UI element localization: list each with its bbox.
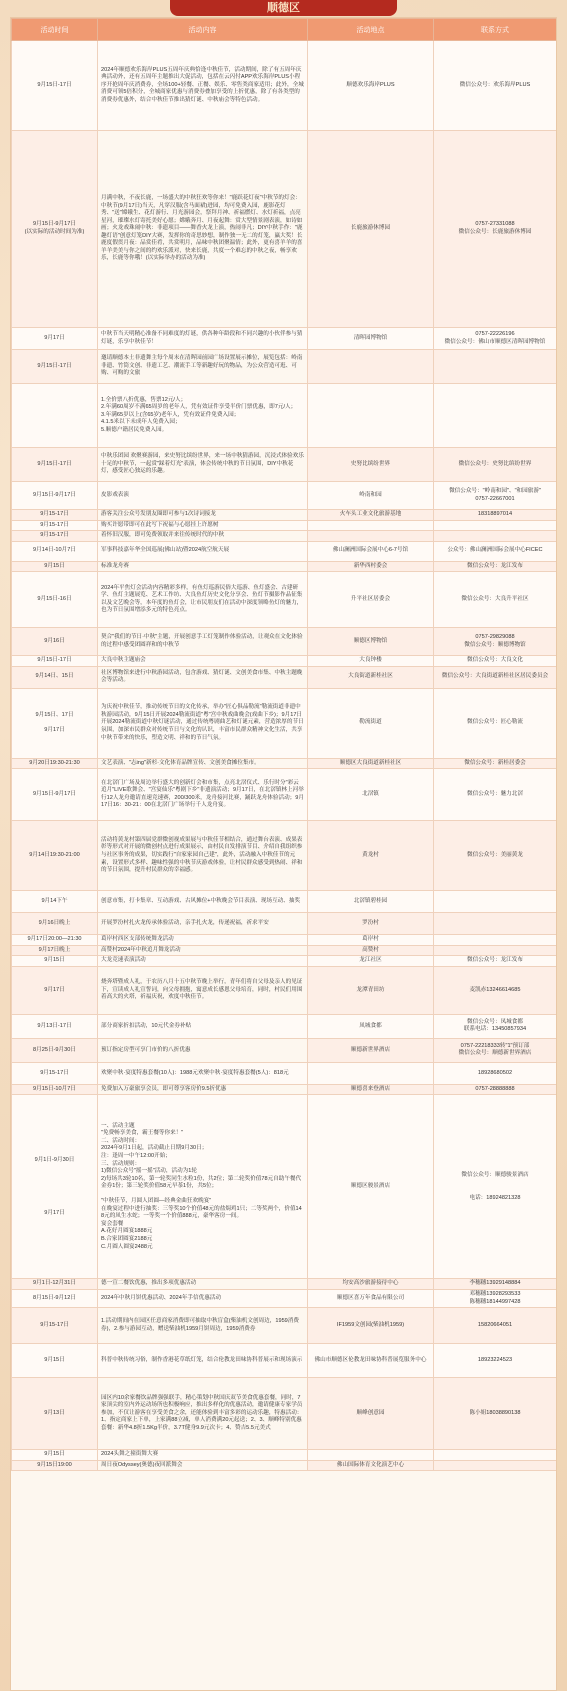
event-content: 在北滘门广场及周边举行盛大的创新灯会和市集，点亮北滘仪式、乐行时分"彩云追月"LIVE歌舞会、"宫宴仙乐"粤剧下乡"非遗演活动；9月17日，在北滘镇林上河举行12人龙舟邀请直速竞速赛，200/300米，龙舟接河比赛，踊跃龙舟体验活动；9月17日16：30-21：00在北滘门广场举行千人龙舟宴。 — [98, 769, 308, 821]
event-location: 新华西村委会 — [308, 561, 434, 572]
event-location — [308, 520, 434, 531]
event-content: 社区博物馆来进行中秋游园活动，包含游戏、猜灯谜、文创美食市集、中秋主题晚会等活动。 — [98, 666, 308, 688]
event-location: 顺峰创意园 — [308, 1378, 434, 1450]
event-contact — [434, 1450, 557, 1461]
table-row — [12, 510, 557, 521]
col-header-content: 活动内容 — [98, 19, 308, 41]
event-time: 9月17日 — [12, 966, 98, 1014]
event-time: 9月15日 — [12, 1344, 98, 1378]
event-time: 9月14下午 — [12, 891, 98, 913]
event-contact: 微信公众号：大良街道新桂社区居民委员会 — [434, 666, 557, 688]
event-location: 史努比缤纷世界 — [308, 448, 434, 482]
event-location: 清晖园博物馆 — [308, 328, 434, 350]
table-row — [12, 956, 557, 967]
event-contact: 微信公众号：大良文化 — [434, 656, 557, 667]
event-content: 周日夜Odyssey(奥德)夜回派舞会 — [98, 1460, 308, 1471]
table-row — [12, 1450, 557, 1461]
event-content: 2024头舞之撞街舞大赛 — [98, 1450, 308, 1461]
event-location: 佛山市顺德区伦教龙田味协科普展览服务中心 — [308, 1344, 434, 1378]
event-time: 9月15日-17日 — [12, 656, 98, 667]
event-location: 升平社区居委会 — [308, 572, 434, 628]
event-contact — [434, 1460, 557, 1471]
event-contact: 邓穗穗13928293533 陈穗穗18144997428 — [434, 1290, 557, 1308]
table-row — [12, 520, 557, 531]
event-time — [12, 384, 98, 448]
event-location: 黄龙村 — [308, 821, 434, 891]
event-time: 9月14日-10月7日 — [12, 541, 98, 561]
event-content: 契合"我们的节日·中秋"主题，开展创意手工灯笼制作体验活动，让观众在文化体验的过程中感受团圆祥和的中秋节 — [98, 628, 308, 656]
event-content: 活动将黄龙村第四届党群微创视成果展与中秋佳节相结合，通过舞台表演、成果表彰等形式对开展的微创村点进行成果展示，由村民自发排演节目、介绍自我组织参与社区事务的成果，切实践行"自家家园自己建"，此外，活动融入中秋佳节的元素，设置形式多样、趣味性强的中秋节庆游戏体验，让村民群众感受到热闹、祥和的节日氛围，提升村民群众的幸福感。 — [98, 821, 308, 891]
event-time: 9月15日-9月17日 (以实际的活动时间为准) — [12, 131, 98, 328]
event-location: 顺德区喜万年食品有限公司 — [308, 1290, 434, 1308]
event-time: 9月20日19:30-21:30 — [12, 758, 98, 769]
event-location — [308, 1062, 434, 1084]
event-contact — [434, 945, 557, 956]
event-location: 岭南和园 — [308, 482, 434, 510]
event-content: 葛岸村西区支部传统舞龙活动 — [98, 935, 308, 946]
event-contact — [434, 891, 557, 913]
table-row — [12, 821, 557, 891]
event-location: 北滘镇碧桂园 — [308, 891, 434, 913]
event-content: 1.活动期间内在园区任意商家消费即可抽取中秋盲盒(柴油机文创周边，1959消费券)，2.参与游园互动，赠送柴油机1959月饼周边，1959消费券 — [98, 1308, 308, 1344]
event-location: 火车头工业文化旅游基地 — [308, 510, 434, 521]
table-row — [12, 1084, 557, 1095]
event-contact: 0757-28888888 — [434, 1084, 557, 1095]
event-time: 9月15-17日 — [12, 1308, 98, 1344]
event-time: 9月14日19:30-21:00 — [12, 821, 98, 891]
event-location: 长鹿旅游休博园 — [308, 131, 434, 328]
event-time: 9月15-17日 — [12, 531, 98, 542]
table-row — [12, 350, 557, 384]
table-row — [12, 1095, 557, 1279]
event-location: 葛岸村 — [308, 935, 434, 946]
event-location — [308, 384, 434, 448]
table-row — [12, 769, 557, 821]
event-content: 欢聚中秋·宴度特惠套餐(10人)：1988元欢聚中秋·宴度特惠套餐(5人)：818元 — [98, 1062, 308, 1084]
event-content: 文艺表演、"志ing"新杉·文化体育品牌宣传、文创美食摊位集市。 — [98, 758, 308, 769]
table-row — [12, 1014, 557, 1038]
table-row — [12, 384, 557, 448]
event-content: 大良中秋主题庙会 — [98, 656, 308, 667]
table-row — [12, 758, 557, 769]
event-contact: 0757-29829088 微信公众号：顺德博物馆 — [434, 628, 557, 656]
event-contact — [434, 935, 557, 946]
event-contact: 麦凯赤13246614685 — [434, 966, 557, 1014]
table-row — [12, 666, 557, 688]
table-row — [12, 328, 557, 350]
event-time: 9月15日-10月7日 — [12, 1084, 98, 1095]
event-contact — [434, 384, 557, 448]
table-row — [12, 1308, 557, 1344]
event-contact: 微信公众号：顺德骏景酒店 电话：18924821328 — [434, 1095, 557, 1279]
event-contact: 0757-22226196 微信公众号：佛山市顺德区清晖园博物馆 — [434, 328, 557, 350]
event-location: 顺德区骏景酒店 — [308, 1095, 434, 1279]
event-contact — [434, 913, 557, 935]
event-location: 龙潭青田坊 — [308, 966, 434, 1014]
event-content: 大龙竞速表演活动 — [98, 956, 308, 967]
table-row — [12, 688, 557, 758]
event-content: 一、活动主题 "免费畅享美食，霸王餐等你来！" 二、活动时间： 2024年9月1日起，活动截止日期9月30日； 注：逢周一中午12:00开始； 三、活动规则： 1)微信公众号"摇一摇"活动，活动为1轮 2)每场共3轮10名，第一轮奖同生水粒1份，共2位；第二轮奖价值78元自助午餐代金券1份；第三轮奖价值58元早茶1份，共5位； "中秋佳节，月圆人团圆—经典金曲狂欢晚宴" 在晚宴过程中进行抽奖：三等奖10个价值48元的盐焗鸡1只；二等奖两个，价值148元的凤生水蛇；一等奖一个价值888元，豪华客房一间。 宴会套餐 A.花好月圆宴1888元 B.合家团圆宴2188元 C.月圆人圆宴2488元 — [98, 1095, 308, 1279]
event-content: 烧奔塔暨成人礼，于农历八月十五中秋节晚上举行，青年们将自父母及亲人的见证下，宣读成人礼宣誓词，向父母拥抱，寓意成长感恩父母培育，同时，村民们用围着高大的火塔，祈福庆祝，欢度中秋佳节。 — [98, 966, 308, 1014]
event-location — [308, 350, 434, 384]
event-location: 大良街道新桂社区 — [308, 666, 434, 688]
event-location: IF1959文创园(柴油机1959) — [308, 1308, 434, 1344]
event-time: 9月14日、15日 — [12, 666, 98, 688]
event-content: 德一宣二餐饮优惠，推出多项优惠活动 — [98, 1279, 308, 1290]
event-time: 8月15日-9月12日 — [12, 1290, 98, 1308]
table-row — [12, 448, 557, 482]
event-contact — [434, 531, 557, 542]
event-location: 顺德新世界酒店 — [308, 1038, 434, 1062]
table-row — [12, 628, 557, 656]
table-row — [12, 572, 557, 628]
event-content: 着怀旧汉服，即可免费领取并来往传统时代的中秋 — [98, 531, 308, 542]
event-time: 9月16日晚上 — [12, 913, 98, 935]
event-contact: 微信公众号：新桂居委会 — [434, 758, 557, 769]
table-row — [12, 41, 557, 131]
event-contact: 微信公众号：大良升平社区 — [434, 572, 557, 628]
table-row — [12, 561, 557, 572]
event-contact: 18318897014 — [434, 510, 557, 521]
event-contact: 陈小姐18038890138 — [434, 1378, 557, 1450]
event-time: 9月15-17日 — [12, 520, 98, 531]
event-location: 顺德区博物馆 — [308, 628, 434, 656]
event-content: 开展罗汾村扎火龙传承体验活动，亲手扎火龙，传递祝福，祈求平安 — [98, 913, 308, 935]
page-title: 顺德区 — [170, 0, 397, 16]
event-content: 创意市集，打卡集章、互动游戏、古风摊位+中秋晚会节目表演、现场互动、抽奖 — [98, 891, 308, 913]
event-content: 军事科技嘉年华全国巡展(佛山站)暨2024航空航天展 — [98, 541, 308, 561]
event-time: 9月15日19:00 — [12, 1460, 98, 1471]
table-row — [12, 1038, 557, 1062]
event-contact: 微信公众号：美丽黄龙 — [434, 821, 557, 891]
event-location: 北滘镇 — [308, 769, 434, 821]
table-row — [12, 966, 557, 1014]
table-row — [12, 1062, 557, 1084]
event-contact: 微信公众号："岭南和园"、"和园旅游" 0757-22667001 — [434, 482, 557, 510]
event-content: 高赞村2024年中秋追月舞龙活动 — [98, 945, 308, 956]
event-location: 均安高沙旅游接待中心 — [308, 1279, 434, 1290]
table-row — [12, 531, 557, 542]
event-time: 9月15日 — [12, 1450, 98, 1461]
event-content: 中秋乐团园 欢聚赛游园，来史努比缤纷世界，来一场中秋猜游园，沉浸式体验欢乐十足的中秋节，一起赏"踩着灯光"表演，体会传统中秋的节日氛围，DIY中秋花灯，感受匠心独运的乐趣。 — [98, 448, 308, 482]
event-time: 9月1日-12月31日 — [12, 1279, 98, 1290]
event-content: 科普中秋传统习俗，制作香港花草纸灯笼，结合伦教龙田味协科普展示和现场演示 — [98, 1344, 308, 1378]
event-contact: 微信公众号：史努比缤纷世界 — [434, 448, 557, 482]
event-time: 9月13日-17日 — [12, 1014, 98, 1038]
event-content: 2024年顺德欢乐海岸PLUS五周年庆典恰逢中秋佳节，活动期间，除了有五周年庆典活动外，还有五周年主题推出大促活动，包括在云闪付APP欢乐海岸PLUS小程序开抢周年庆消费券，全场100+轻餐、正餐、娱乐、零售类商家适用；此外，全城消费可领5倍积分，全城商家优惠与消费券叠加享受的上折优惠，除了有各类型的消费券优惠外，结合中秋佳节推出猜灯谜、中秋庙会等特色活动。 — [98, 41, 308, 131]
table-header-row — [12, 19, 557, 41]
event-time: 9月13日 — [12, 1378, 98, 1450]
event-time: 9月17日20:00—21:30 — [12, 935, 98, 946]
event-contact: 微信公众号：匠心勒流 — [434, 688, 557, 758]
table-row — [12, 1344, 557, 1378]
event-contact: 微信公众号：欢乐海岸PLUS — [434, 41, 557, 131]
col-header-contact: 联系方式 — [434, 19, 557, 41]
col-header-time: 活动时间 — [12, 19, 98, 41]
col-header-location: 活动地点 — [308, 19, 434, 41]
table-row — [12, 891, 557, 913]
event-time: 9月15日-17日 — [12, 41, 98, 131]
event-contact: 微信公众号：凤城食都 联系电话：13450857934 — [434, 1014, 557, 1038]
event-content: 园区内10余家餐饮品牌强强联手，精心策划中秋国庆双节美食优惠套餐，同时，7家顶尖的室内外运动场所也积极响应，推出多样化的优惠活动，邀请健康专家学员参加，不仅让游客在享受美食之余，还能体验到丰富多彩的运动乐趣，特惠活动：1、指定商家上下单，上家满88立减，单人消费满20元起送；2、3、顺峰特别优惠套餐：新华4.8折1.5Kg半价，3.7T健身9.9元次卡；4、赞吉5.5元美式 — [98, 1378, 308, 1450]
event-time: 9月16日 — [12, 628, 98, 656]
event-content: 为庆祝中秋佳节，推动传统节日的文化传承，举办"匠心俱品勒流"勒流街道非遗中秋游园活动，9月15日开展2024勒流街道"粤"宫中秋戏曲晚会(戏曲下乡)；9月17日开展2024勒流街道中秋灯谜活动，通过传统粤剧曲艺和灯谜元素，营造浓厚的节日氛围，加深市民群众对传统节日与文化的认识，丰富市民群众精神文化生活，共享中秋节带来的快乐，塑造文明、祥和的节日气氛。 — [98, 688, 308, 758]
event-content: 购买许愿带即可在此写下祝福与心愿挂上许愿树 — [98, 520, 308, 531]
event-content: 1.全价票八折优惠，售票12元/人； 2.年满60周岁不满65周岁的老年人，凭有效证件享受半价门票优惠，即7元/人； 3.年满65岁以上(含65岁)老年人，凭有效证件免费入园； 4.1.5米以下未成年人免费入园； 5.顺德户籍居民免费入园。 — [98, 384, 308, 448]
event-content: 2024年平焦灯会活动内容精彩多样，有鱼灯巡游民俗大巡游、鱼灯盛会、古建研学、鱼灯主题展览、艺术工作坊、大良鱼灯历史文化分享会、鱼灯节摄影作品征集以及文艺晚会等，本年度的鱼灯会，让市民朋友们在活动中深度领略鱼灯的魅力，也为节日氛围增添多元的特色亮点。 — [98, 572, 308, 628]
table-row — [12, 1290, 557, 1308]
event-content: 游客关注公众号发朋友圈即可参与1次诗词接龙 — [98, 510, 308, 521]
event-time: 9月17日 — [12, 328, 98, 350]
event-content: 邀请顺德本土非遗舞主每个周末在清晖园前园广场设置展示摊位，展览包括：岭南非遗、竹筒文创、非遗工艺、潮流手工等新趣好玩的物品，为公众营造可逛、可购、可购的文旅 — [98, 350, 308, 384]
event-content: 月满中秋，不夜长鹿，一场盛大的中秋狂欢等你来！"鹿跃花灯夜"中秋节的灯会：中秋节(9月17日)当天，凡穿汉服(含马面裙)进园，均可免费入园，鹿影花灯秀、"送"嫦娥生、花灯游行、月光游园会，祭拜月神、祈福燃灯、水灯祈福，点亮星河，璀璨水灯寄托美好心愿；嫦娥奔月、月夜起舞：赏大型情景剧表演，如诗如画；火龙戏珠闹中秋：非遗项目——舞香火龙上演，热闹非凡；DIY中秋手作："鹿趣灯语"创意灯笼DIY大赛，发挥你的奇思妙想，制作独一无二的灯笼，赢大奖！长鹿度假贯月夜：品赏佳肴，共赏明月，品味中秋团聚温情；此外，更有喜羊羊的喜羊羊美美与你之间的约欢乐派对，快来长鹿，共度一个难忘的中秋之夜，畅享欢乐，长鹿等你哦！(以实际举办的活动为准) — [98, 131, 308, 328]
event-time: 9月15日 — [12, 956, 98, 967]
event-time: 9月15日-9月17日 — [12, 769, 98, 821]
table-row — [12, 913, 557, 935]
event-contact — [434, 350, 557, 384]
event-content: 中秋节当天明精心准备不同难度的灯谜，供各种年龄段和不同兴趣的小伙伴参与猜灯谜，乐享中秋佳节！ — [98, 328, 308, 350]
event-location: 勒流街道 — [308, 688, 434, 758]
event-contact: 0757-22218333转"1"预订部 微信公众号：顺德新世界酒店 — [434, 1038, 557, 1062]
table-body — [12, 41, 557, 1471]
events-table — [11, 18, 557, 1471]
table-row — [12, 656, 557, 667]
event-time: 9月15日-16日 — [12, 572, 98, 628]
event-location: 凤城食都 — [308, 1014, 434, 1038]
table-row — [12, 1378, 557, 1450]
event-location: 大良钟楼 — [308, 656, 434, 667]
event-content: 部分商家折扣活动，10元代金券补贴 — [98, 1014, 308, 1038]
table-row — [12, 945, 557, 956]
table-row — [12, 541, 557, 561]
events-table-frame — [10, 17, 557, 1691]
event-time: 9月15-17日 — [12, 510, 98, 521]
event-time: 9月1日-9月30日 9月17日 — [12, 1095, 98, 1279]
event-time: 9月17日晚上 — [12, 945, 98, 956]
event-location: 顺德喜来登酒店 — [308, 1084, 434, 1095]
event-location: 高赞村 — [308, 945, 434, 956]
event-contact: 微信公众号：龙江发布 — [434, 561, 557, 572]
event-content: 标准龙舟赛 — [98, 561, 308, 572]
event-contact: 18928680502 — [434, 1062, 557, 1084]
event-location: 佛山国际体育文化演艺中心 — [308, 1460, 434, 1471]
event-contact: 0757-27331088 微信公众号：长鹿旅游休博园 — [434, 131, 557, 328]
event-time: 8月25日-9月30日 — [12, 1038, 98, 1062]
event-contact — [434, 520, 557, 531]
event-time: 9月15-17日 — [12, 1062, 98, 1084]
event-location — [308, 531, 434, 542]
table-row — [12, 1279, 557, 1290]
table-row — [12, 482, 557, 510]
event-content: 2024年中秋月饼优惠活动、2024年手信优惠活动 — [98, 1290, 308, 1308]
event-contact: 微信公众号：魅力北滘 — [434, 769, 557, 821]
event-time: 9月15日-17日 — [12, 350, 98, 384]
event-content: 预订指定房型可享门市价的八折优惠 — [98, 1038, 308, 1062]
event-location: 佛山澜洲国际会展中心6-7号馆 — [308, 541, 434, 561]
event-location: 顺德欢乐海岸PLUS — [308, 41, 434, 131]
event-content: 皮影戏表演 — [98, 482, 308, 510]
table-row — [12, 1460, 557, 1471]
table-row — [12, 935, 557, 946]
event-contact: 公众号：佛山澜洲国际会展中心FICEC — [434, 541, 557, 561]
event-time: 9月15日 — [12, 561, 98, 572]
event-contact: 微信公众号：龙江发布 — [434, 956, 557, 967]
event-time: 9月15日、17日 9月17日 — [12, 688, 98, 758]
event-time: 9月15日-17日 — [12, 448, 98, 482]
event-time: 9月15日-9月17日 — [12, 482, 98, 510]
table-row — [12, 131, 557, 328]
event-location — [308, 1450, 434, 1461]
event-location: 龙江社区 — [308, 956, 434, 967]
event-location: 顺德区大良街道新桂社区 — [308, 758, 434, 769]
event-content: 免费加入万豪旅享会员，即可尊享客房价9.5折优惠 — [98, 1084, 308, 1095]
event-location: 罗汾村 — [308, 913, 434, 935]
event-contact: 李穗穗13929148884 — [434, 1279, 557, 1290]
event-contact: 15820664051 — [434, 1308, 557, 1344]
event-contact: 18923224523 — [434, 1344, 557, 1378]
